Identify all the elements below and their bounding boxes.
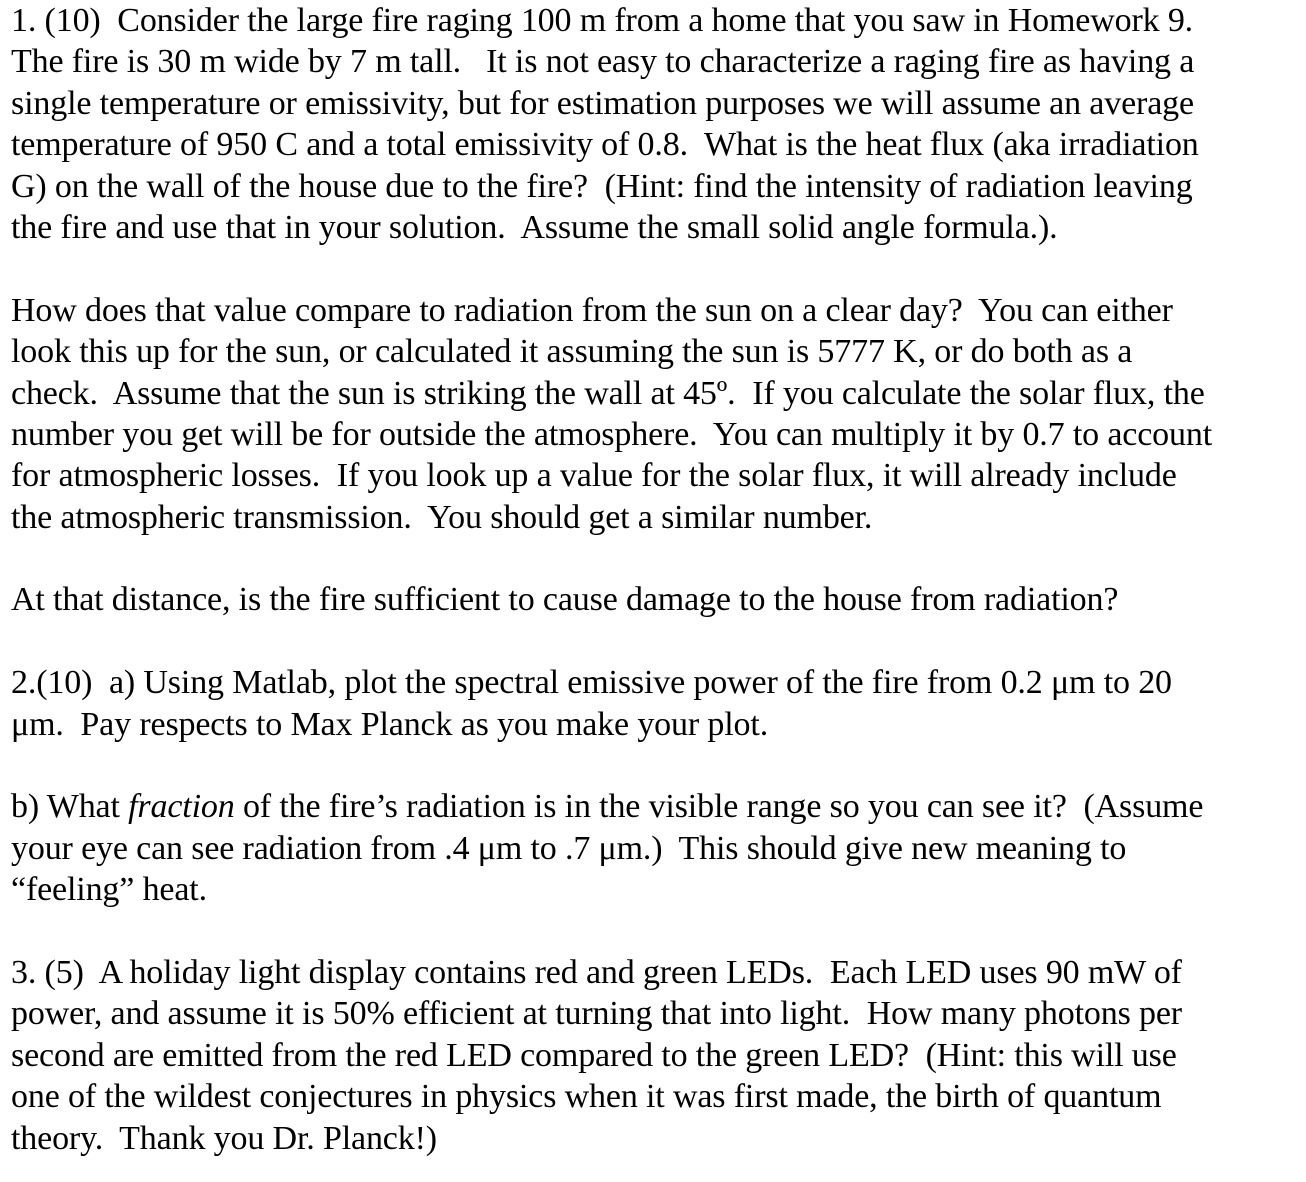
problem-3 <box>11 952 1306 1159</box>
paragraph-gap <box>11 745 1306 786</box>
problem-1-damage-question <box>11 579 1306 620</box>
text-line: 3. (5) A holiday light display contains red and green LEDs. Each LED uses 90 mW of <box>11 953 1182 991</box>
homework-document <box>11 0 1306 1159</box>
paragraph-gap <box>11 538 1306 579</box>
text-line: “feeling” heat. <box>11 871 207 909</box>
problem-1-sun-comparison <box>11 290 1306 538</box>
text-line: At that distance, is the fire sufficient to cause damage to the house from radiation? <box>11 581 1119 619</box>
problem-1 <box>11 0 1306 621</box>
text-line: look this up for the sun, or calculated it assuming the sun is 5777 K, or do both as a <box>11 333 1133 371</box>
text-line: the atmospheric transmission. You should get a similar number. <box>11 498 873 536</box>
text-line: second are emitted from the red LED compared to the green LED? (Hint: this will use <box>11 1036 1177 1074</box>
text-line: theory. Thank you Dr. Planck!) <box>11 1119 437 1157</box>
text-run: b) What <box>11 788 129 826</box>
text-line: one of the wildest conjectures in physics when it was first made, the birth of quantum <box>11 1078 1162 1116</box>
problem-1-statement <box>11 0 1306 248</box>
text-line: number you get will be for outside the atmosphere. You can multiply it by 0.7 to account <box>11 415 1213 453</box>
text-line: The fire is 30 m wide by 7 m tall. It is not easy to characterize a raging fire as having a <box>11 43 1195 81</box>
problem-2-part-b <box>11 786 1306 910</box>
text-line: for atmospheric losses. If you look up a value for the solar flux, it will already include <box>11 457 1177 495</box>
text-line: single temperature or emissivity, but for estimation purposes we will assume an average <box>11 84 1194 122</box>
text-line: temperature of 950 C and a total emissivity of 0.8. What is the heat flux (aka irradiation <box>11 126 1199 164</box>
paragraph-gap <box>11 248 1306 289</box>
text-line: power, and assume it is 50% efficient at turning that into light. How many photons per <box>11 995 1182 1033</box>
text-line: your eye can see radiation from .4 μm to .7 μm.) This should give new meaning to <box>11 829 1127 867</box>
paragraph-gap <box>11 621 1306 662</box>
text-line: How does that value compare to radiation from the sun on a clear day? You can either <box>11 291 1173 329</box>
text-line: the fire and use that in your solution. Assume the small solid angle formula.). <box>11 208 1058 246</box>
paragraph-gap <box>11 911 1306 952</box>
emphasis-fraction: fraction <box>128 788 235 826</box>
text-run: of the fire’s radiation is in the visible range so you can see it? (Assume <box>234 788 1204 826</box>
text-line: G) on the wall of the house due to the fire? (Hint: find the intensity of radiation leaving <box>11 167 1193 205</box>
problem-2-part-a <box>11 662 1306 745</box>
text-line: 1. (10) Consider the large fire raging 100 m from a home that you saw in Homework 9. <box>11 2 1194 39</box>
text-line: μm. Pay respects to Max Planck as you make your plot. <box>11 705 769 743</box>
text-line: check. Assume that the sun is striking the wall at 45º. If you calculate the solar flux, the <box>11 374 1205 412</box>
problem-2 <box>11 662 1306 910</box>
text-line <box>11 786 1306 827</box>
text-line: 2.(10) a) Using Matlab, plot the spectral emissive power of the fire from 0.2 μm to 20 <box>11 664 1172 702</box>
